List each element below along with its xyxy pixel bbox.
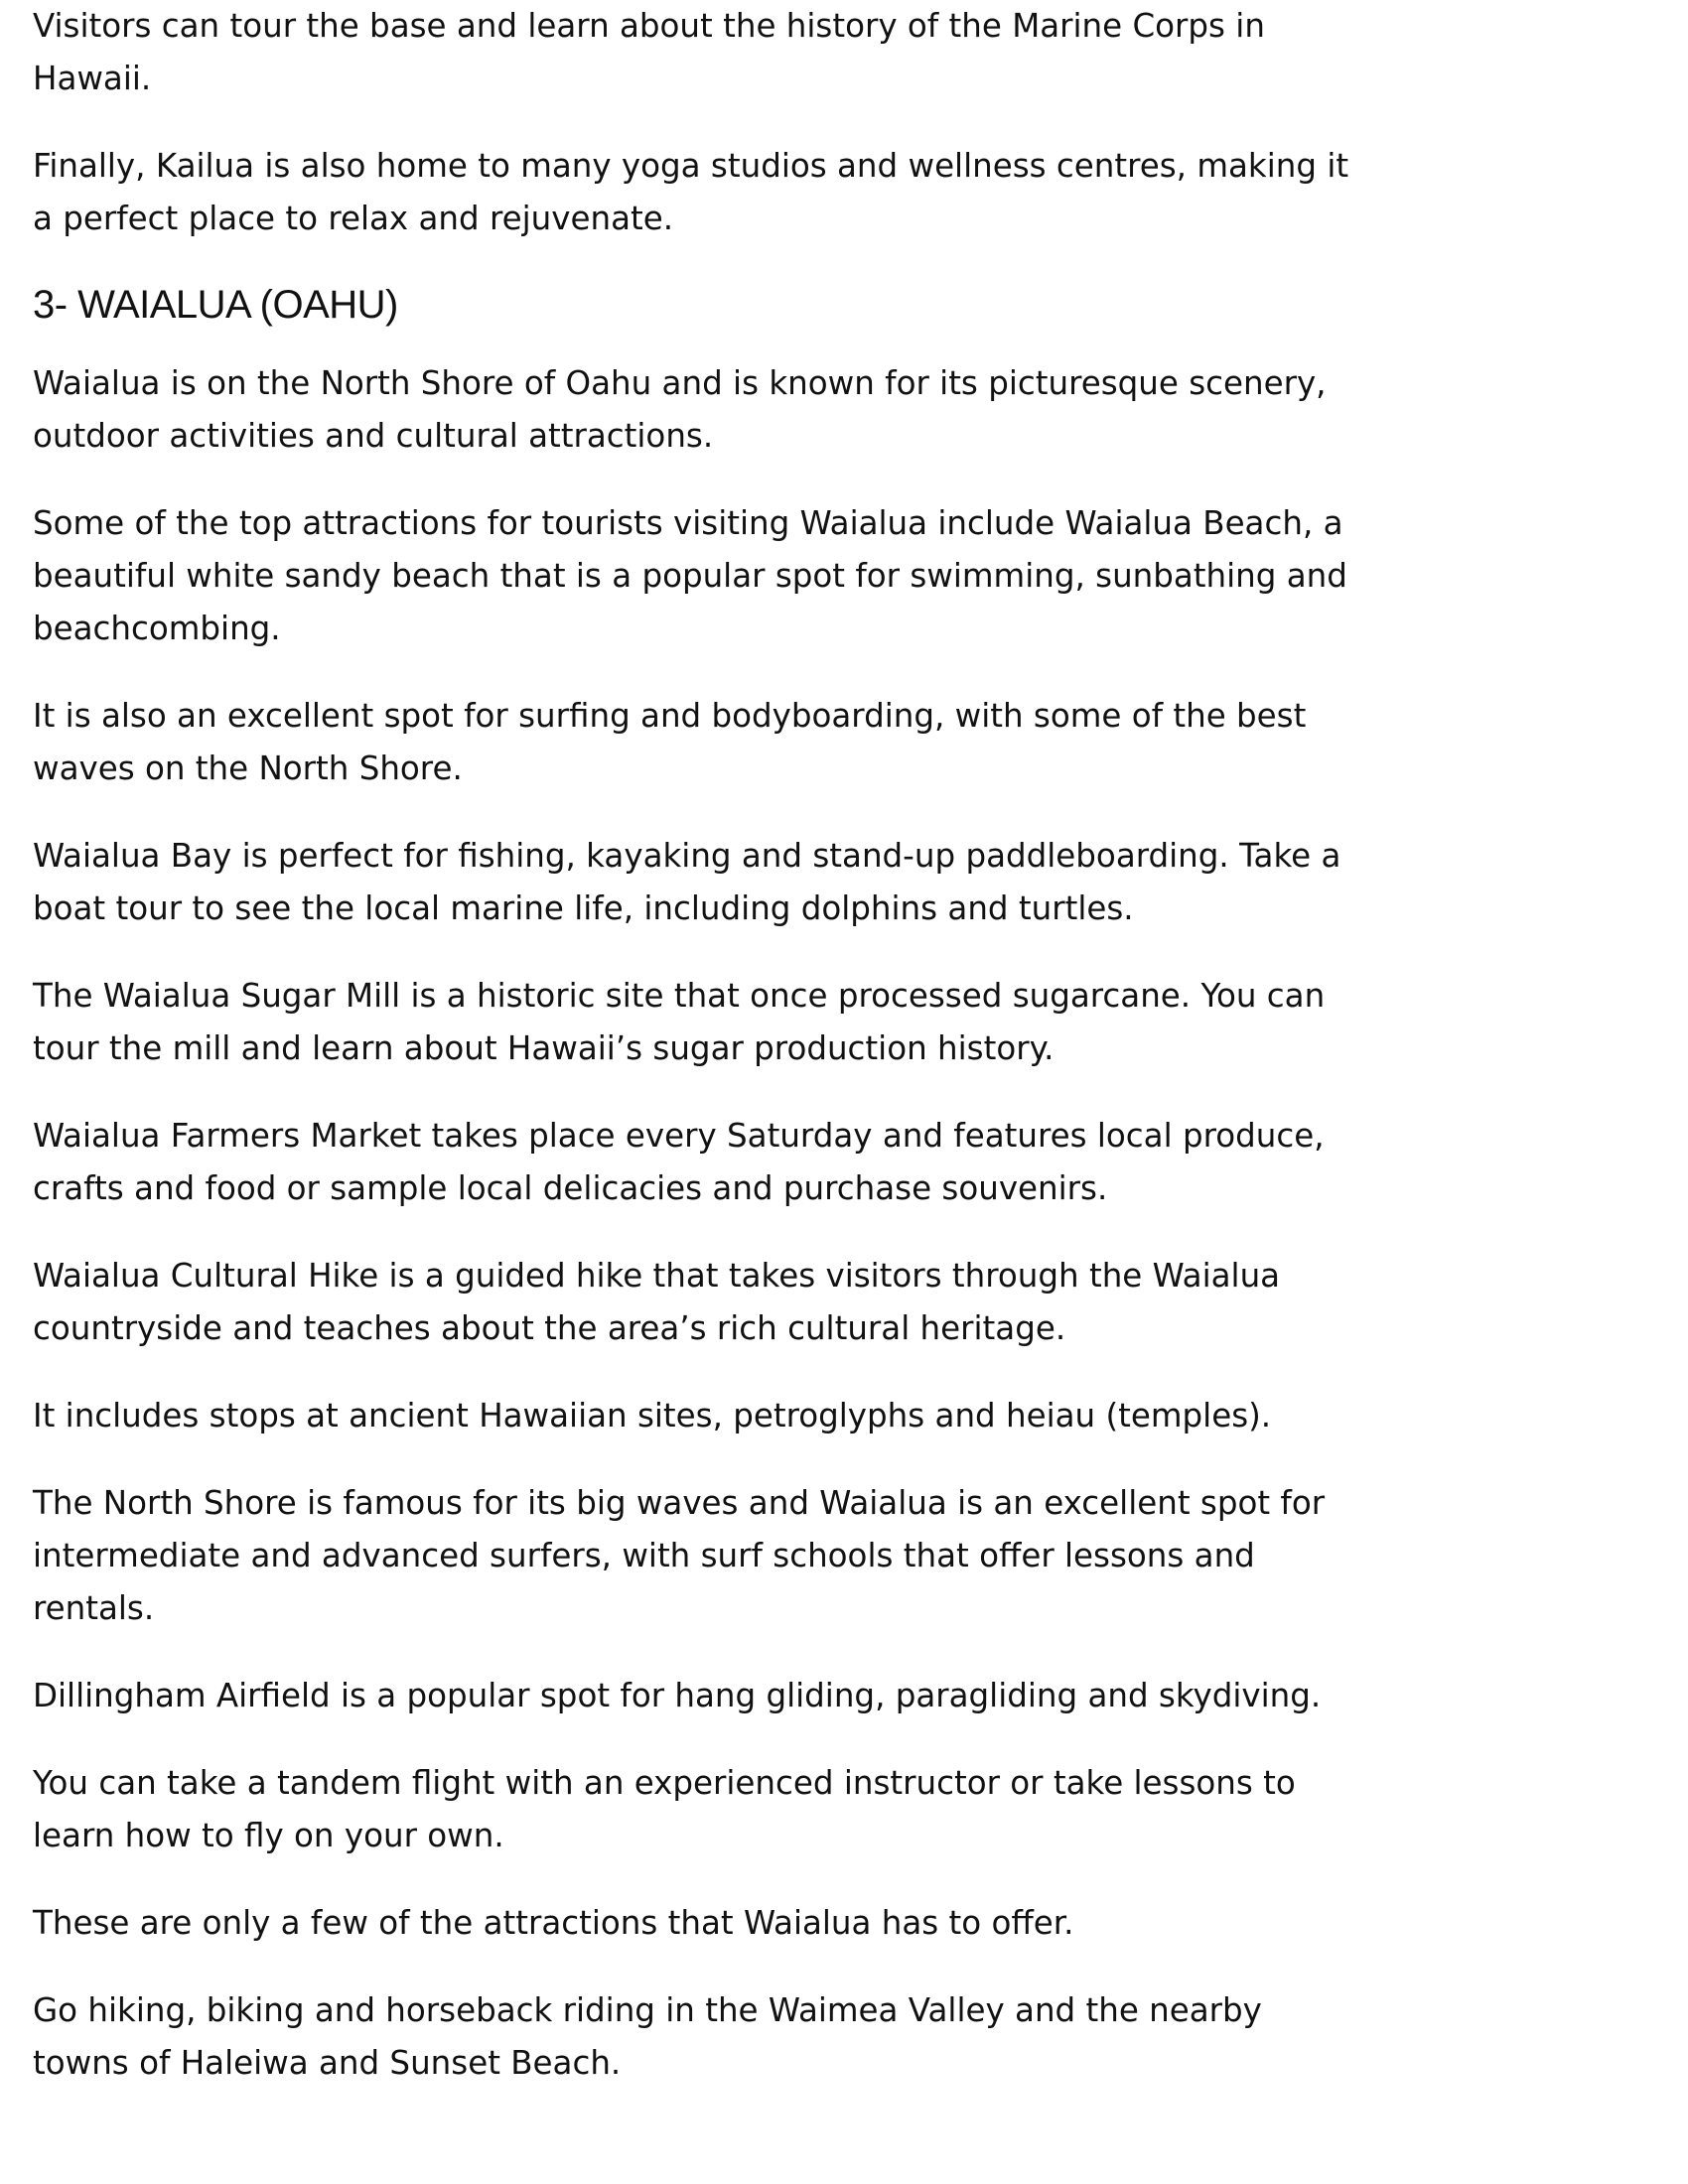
section-heading-waialua: 3- WAIALUA (OAHU) <box>33 283 398 327</box>
paragraph-farmers-market: Waialua Farmers Market takes place every Saturday and features local produce, crafts and food or sample local delicacies and purchase souvenirs. <box>33 1117 1325 1207</box>
paragraph-waimea-valley: Go hiking, biking and horseback riding in the Waimea Valley and the nearby towns of Haleiwa and Sunset Beach. <box>33 1991 1262 2082</box>
paragraph-waialua-bay: Waialua Bay is perfect for fishing, kayaking and stand-up paddleboarding. Take a boat tour to see the local marine life, including dolphins and turtles. <box>33 837 1341 927</box>
paragraph-waialua-beach: Some of the top attractions for tourists visiting Waialua include Waialua Beach, a beautiful white sandy beach that is a popular spot for swimming, sunbathing and beachcombing. <box>33 504 1347 647</box>
paragraph-surfing: It is also an excellent spot for surfing and bodyboarding, with some of the best waves on the North Shore. <box>33 697 1307 787</box>
paragraph-marine-corps-tour: Visitors can tour the base and learn about the history of the Marine Corps in Hawaii. <box>33 7 1265 97</box>
paragraph-sugar-mill: The Waialua Sugar Mill is a historic site that once processed sugarcane. You can tour the mill and learn about Hawaii’s sugar production history. <box>33 977 1326 1067</box>
paragraph-waialua-intro: Waialua is on the North Shore of Oahu and is known for its picturesque scenery, outdoor activities and cultural attractions. <box>33 364 1327 455</box>
paragraph-ancient-sites: It includes stops at ancient Hawaiian sites, petroglyphs and heiau (temples). <box>33 1397 1272 1434</box>
paragraph-kailua-wellness: Finally, Kailua is also home to many yoga studios and wellness centres, making it a perfect place to relax and rejuvenate. <box>33 147 1349 237</box>
paragraph-north-shore-surf: The North Shore is famous for its big waves and Waialua is an excellent spot for intermediate and advanced surfers, with surf schools that offer lessons and rentals. <box>33 1484 1326 1627</box>
paragraph-tandem-flight: You can take a tandem flight with an experienced instructor or take lessons to learn how to fly on your own. <box>33 1764 1296 1854</box>
article-body <box>33 0 1353 2124</box>
paragraph-cultural-hike: Waialua Cultural Hike is a guided hike that takes visitors through the Waialua countryside and teaches about the area’s rich cultural heritage. <box>33 1257 1281 1347</box>
paragraph-few-attractions: These are only a few of the attractions that Waialua has to offer. <box>33 1904 1074 1942</box>
paragraph-dillingham-airfield: Dillingham Airfield is a popular spot for hang gliding, paragliding and skydiving. <box>33 1677 1322 1714</box>
